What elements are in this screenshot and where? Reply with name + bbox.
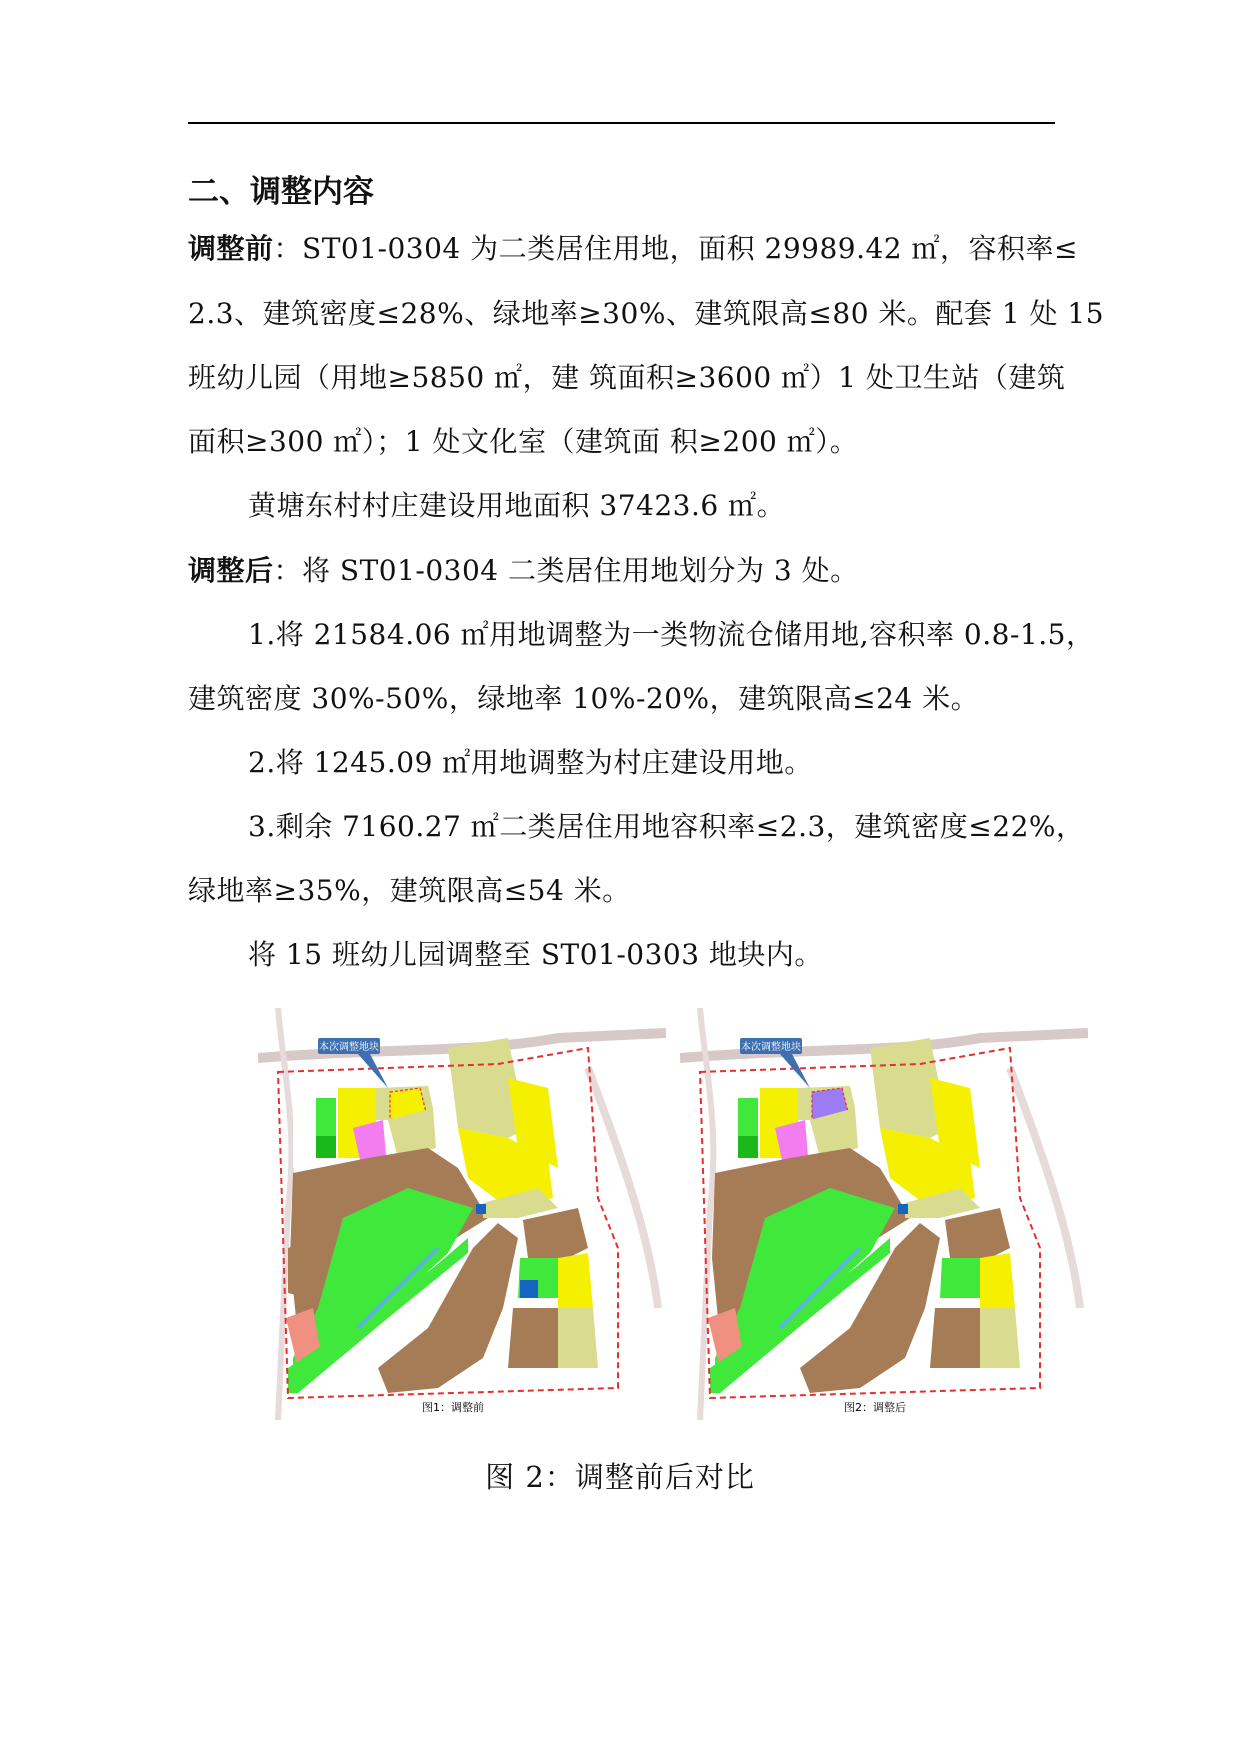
comparison-figures bbox=[258, 1008, 1088, 1420]
item3-line1: 3.剩余 7160.27 ㎡二类居住用地容积率≤2.3，建筑密度≤22%， bbox=[248, 810, 1085, 843]
callout-label-before: 本次调整地块 bbox=[319, 1042, 379, 1053]
before-label: 调整前 bbox=[188, 232, 274, 265]
map-before bbox=[258, 1008, 666, 1420]
kindergarten-line: 将 15 班幼儿园调整至 ST01-0303 地块内。 bbox=[248, 938, 823, 971]
map-after bbox=[680, 1008, 1088, 1420]
callout-label-after: 本次调整地块 bbox=[741, 1042, 801, 1053]
village-line: 黄塘东村村庄建设用地面积 37423.6 ㎡。 bbox=[248, 489, 786, 522]
before-line-4: 面积≥300 ㎡）；1 处文化室（建筑面 积≥200 ㎡）。 bbox=[188, 425, 859, 458]
after-label: 调整后 bbox=[188, 554, 274, 587]
map-before-caption: 图1：调整前 bbox=[422, 1401, 484, 1414]
item1-line2: 建筑密度 30%-50%，绿地率 10%-20%，建筑限高≤24 米。 bbox=[188, 682, 980, 715]
after-line: 调整后：将 ST01-0304 二类居住用地划分为 3 处。 bbox=[188, 554, 859, 587]
before-line-1: 调整前：ST01-0304 为二类居住用地，面积 29989.42 ㎡，容积率≤ bbox=[188, 232, 1078, 265]
item2-line: 2.将 1245.09 ㎡用地调整为村庄建设用地。 bbox=[248, 746, 813, 779]
map-after-caption: 图2：调整后 bbox=[844, 1401, 906, 1414]
before-line-3: 班幼儿园（用地≥5850 ㎡，建 筑面积≥3600 ㎡）1 处卫生站（建筑 bbox=[188, 361, 1066, 394]
map-before-svg bbox=[258, 1008, 666, 1420]
item1-line1: 1.将 21584.06 ㎡用地调整为一类物流仓储用地,容积率 0.8-1.5， bbox=[248, 618, 1095, 651]
section-heading: 二、调整内容 bbox=[188, 174, 374, 210]
map-after-svg bbox=[680, 1008, 1088, 1420]
figure-caption: 图 2：调整前后对比 bbox=[485, 1460, 755, 1494]
item3-line2: 绿地率≥35%，建筑限高≤54 米。 bbox=[188, 874, 631, 907]
before-line-2: 2.3、建筑密度≤28%、绿地率≥30%、建筑限高≤80 米。配套 1 处 15 bbox=[188, 297, 1105, 330]
header-rule bbox=[188, 122, 1055, 124]
